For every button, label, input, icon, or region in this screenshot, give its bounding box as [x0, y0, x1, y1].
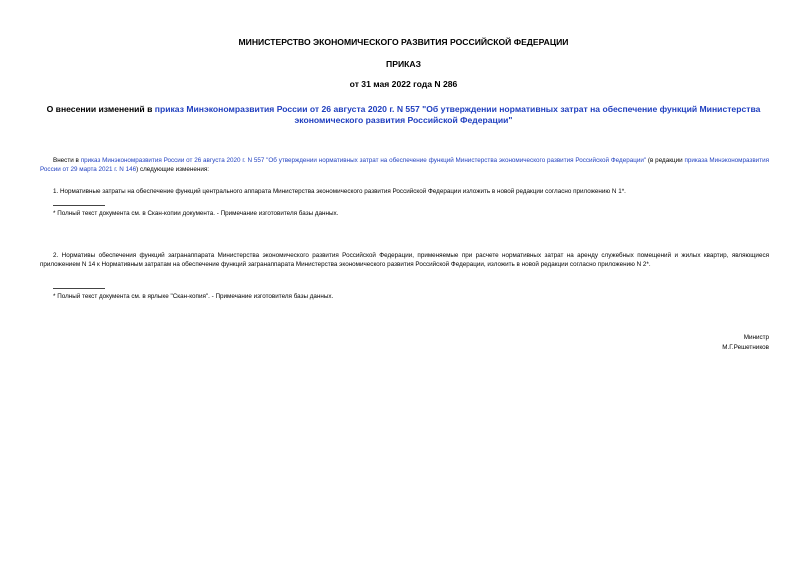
- signature-name: М.Г.Решетников: [722, 344, 769, 351]
- order-heading: ПРИКАЗ: [386, 59, 421, 69]
- document-title: [40, 104, 767, 126]
- intro-link-order-146[interactable]: приказа Минэкономразвития России от 29 марта 2021 г. N 146: [40, 157, 769, 173]
- footnote-divider-2: [53, 288, 105, 289]
- signature-position: Министр: [743, 334, 769, 341]
- intro-text-1: Внести в: [53, 157, 81, 164]
- order-date: от 31 мая 2022 года N 286: [349, 79, 458, 89]
- intro-link-order-557[interactable]: приказ Минэкономразвития России от 26 августа 2020 г. N 557 "Об утверждении нормативных затрат на обеспечение функций Министерства экономического развития Российской Федерации": [80, 157, 647, 164]
- footnote-2: * Полный текст документа см. в ярлыке "Скан-копия". - Примечание изготовителя базы данных.: [53, 293, 334, 300]
- item-2-paragraph: 2. Нормативы обеспечения функций загранаппарата Министерства экономического развития Российской Федерации, применяемые при расчете нормативных затрат на аренду служебных помещений и жилых квартир, являющиеся приложением N 14 к Нормативным затратам на обеспечение функций загранаппарата Министерства экономического развития Российской Федерации, изложить в новой редакции согласно приложению N 2*.: [40, 252, 769, 268]
- signature-block: [722, 333, 769, 353]
- intro-paragraph: [40, 156, 769, 174]
- ministry-heading: МИНИСТЕРСТВО ЭКОНОМИЧЕСКОГО РАЗВИТИЯ РОССИЙСКОЙ ФЕДЕРАЦИИ: [238, 37, 569, 47]
- footnote-divider-1: [53, 205, 105, 206]
- item-1-paragraph: 1. Нормативные затраты на обеспечение функций центрального аппарата Министерства экономического развития Российской Федерации изложить в новой редакции согласно приложению N 1*.: [53, 188, 626, 195]
- title-prefix: О внесении изменений в: [46, 104, 155, 114]
- intro-text-2: (в редакции: [646, 157, 685, 164]
- footnote-1: * Полный текст документа см. в Скан-копии документа. - Примечание изготовителя базы данных.: [53, 210, 339, 217]
- title-link[interactable]: приказ Минэкономразвития России от 26 августа 2020 г. N 557 "Об утверждении нормативных затрат на обеспечение функций Министерства экономического развития Российской Федерации": [154, 104, 761, 125]
- intro-text-3: ) следующие изменения:: [136, 166, 210, 173]
